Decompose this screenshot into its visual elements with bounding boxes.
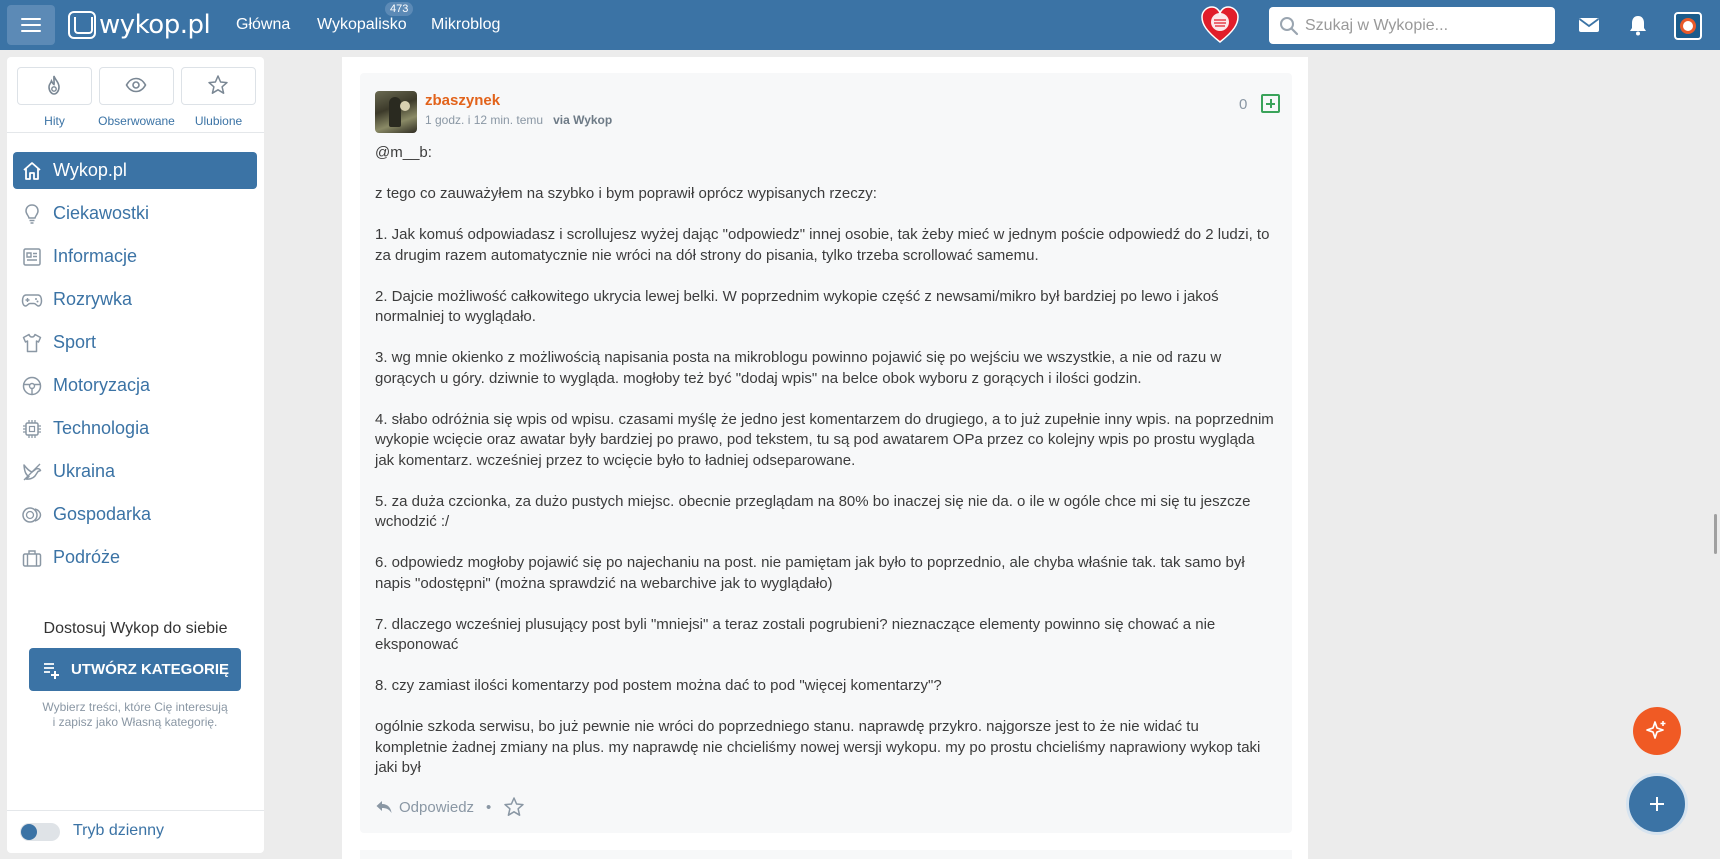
add-post-button[interactable]	[1626, 773, 1688, 835]
post-body	[375, 143, 1275, 799]
sidebar	[7, 57, 264, 853]
sidebar-item-ukraina[interactable]	[13, 453, 257, 490]
logo-text: wykop.pl	[99, 10, 211, 40]
quick-tab-label: Hity	[44, 114, 65, 128]
post-paragraph: 5. za duża czcionka, za dużo pustych miejsc. obecnie przeglądam na 80% bo inaczej się nie da. o ile w ogóle chce mi się tu jeszcze wchodzić :/	[375, 492, 1251, 530]
post-meta	[425, 113, 612, 127]
logo-icon	[68, 11, 96, 39]
create-category-button[interactable]	[29, 648, 241, 691]
sidebar-item-label: Sport	[53, 332, 97, 352]
author-name[interactable]: zbaszynek	[425, 92, 501, 109]
nav-wykopalisko[interactable]: Wykopalisko	[317, 16, 407, 33]
scrollbar-thumb[interactable]	[1714, 514, 1717, 554]
bell-icon[interactable]	[1626, 13, 1650, 37]
post-time[interactable]: 1 godz. i 12 min. temu	[425, 113, 544, 127]
day-mode-label: Tryb dzienny	[73, 822, 164, 839]
sidebar-divider	[7, 132, 264, 133]
eye-icon	[125, 74, 147, 96]
suitcase-icon	[21, 547, 43, 569]
sidebar-item-label: Ciekawostki	[53, 203, 150, 223]
create-category-label: UTWÓRZ KATEGORIĘ	[70, 661, 230, 678]
next-post-preview	[360, 850, 1292, 859]
sidebar-divider	[7, 810, 264, 811]
search-input[interactable]	[1305, 7, 1545, 44]
wykopalisko-count-badge: 473	[385, 2, 413, 16]
shirt-icon	[21, 332, 43, 354]
sidebar-item-label: Gospodarka	[53, 504, 152, 524]
main-column	[342, 57, 1308, 859]
sidebar-item-label: Rozrywka	[53, 289, 133, 309]
nav-mikroblog[interactable]: Mikroblog	[431, 16, 501, 33]
sidebar-item-gospodarka[interactable]	[13, 496, 257, 533]
post-paragraph: 7. dlaczego wcześniej plusujący post byli "mniejsi" a teraz zostali pogrubieni? nieznaczące elementy powinno się chować a nie eksponować	[375, 615, 1216, 653]
quick-tab-obserwowane[interactable]	[99, 67, 174, 132]
promo-title: Dostosuj Wykop do siebie	[43, 620, 228, 637]
microblog-comment	[360, 73, 1292, 833]
ai-sparkle-button[interactable]	[1633, 707, 1681, 755]
search-box[interactable]	[1269, 7, 1555, 44]
heart-charity-icon[interactable]	[1200, 6, 1240, 44]
post-via[interactable]: via Wykop	[553, 113, 613, 127]
post-paragraph: @m__b:	[375, 144, 432, 161]
post-paragraph: ogólnie szkoda serwisu, bo już pewnie nie wróci do poprzedniego stanu. naprawdę przykro. najgorsze jest to że nie widać tu kompletnie żadnej zmiany na plus. my naprawdę nie chcieliśmy nowej wersji wykopu. my po prostu chcieliśmy naprawiony wykop taki jaki był	[375, 718, 1261, 776]
upvote-button[interactable]	[1261, 94, 1280, 113]
gamepad-icon	[21, 289, 43, 311]
sparkle-icon	[1645, 719, 1669, 743]
post-actions	[375, 796, 525, 818]
sidebar-item-label: Technologia	[53, 418, 150, 438]
search-icon	[1279, 16, 1299, 36]
avatar-ring	[1680, 18, 1696, 34]
menu-button[interactable]	[7, 5, 55, 45]
promo-description	[27, 700, 243, 730]
day-mode-toggle[interactable]	[20, 823, 60, 841]
newspaper-icon	[21, 246, 43, 268]
menu-icon-line	[21, 30, 41, 32]
sidebar-item-wykop[interactable]	[13, 152, 257, 189]
sidebar-item-label: Informacje	[53, 246, 138, 266]
sidebar-item-podroze[interactable]	[13, 539, 257, 576]
post-paragraph: 1. Jak komuś odpowiadasz i scrollujesz wyżej dając "odpowiedz" innej osobie, tak żeby mieć w jednym poście odpowiedź do 2 ludzi, to za drugim razem automatycznie nie wróci na dół strony do pisania, tylko trzeba scrollować samemu.	[375, 226, 1270, 264]
sidebar-item-label: Podróże	[53, 547, 121, 567]
sidebar-item-motoryzacja[interactable]	[13, 367, 257, 404]
steering-wheel-icon	[21, 375, 43, 397]
home-icon	[21, 160, 43, 182]
reply-icon[interactable]	[375, 799, 393, 815]
user-avatar[interactable]	[1674, 12, 1702, 40]
sidebar-item-label: Motoryzacja	[53, 375, 151, 395]
sidebar-item-ciekawostki[interactable]	[13, 195, 257, 232]
mail-icon[interactable]	[1577, 13, 1601, 37]
chip-icon	[21, 418, 43, 440]
quick-tabs	[17, 67, 256, 132]
reply-button[interactable]: Odpowiedz	[399, 798, 475, 816]
post-paragraph: 6. odpowiedz mogłoby pojawić się po najechaniu na post. nie pamiętam jak było to poprzednio, ale chyba właśnie tak. tak samo był napis "odostępni" (można sprawdzić na webarchive jak to wyglądało)	[375, 554, 1245, 592]
star-icon	[207, 74, 229, 96]
promo-desc-line: Wybierz treści, które Cię interesują	[42, 700, 228, 714]
nav-glowna[interactable]: Główna	[236, 16, 291, 33]
promo-desc-line: i zapisz jako Własną kategorię.	[52, 715, 218, 729]
author-avatar[interactable]	[375, 91, 417, 133]
sidebar-item-sport[interactable]	[13, 324, 257, 361]
flame-icon	[43, 74, 65, 96]
quick-tab-hity[interactable]	[17, 67, 92, 132]
coins-icon	[21, 504, 43, 526]
top-bar	[0, 0, 1720, 50]
toggle-knob	[21, 824, 37, 840]
menu-icon-line	[21, 18, 41, 20]
quick-tab-ulubione[interactable]	[181, 67, 256, 132]
sidebar-item-technologia[interactable]	[13, 410, 257, 447]
post-paragraph: 4. słabo odróżnia się wpis od wpisu. czasami myślę że jedno jest komentarzem do drugiego, a to już zupełnie inny wpis. na poprzednim wykopie wcięcie oraz awatar były bardziej po prawo, pod tekstem, tu są pod awatarem OPa przez co kolejny wpis po prostu wygląda jak komentarz. wcześniej przez to wcięcie było to ładniej odseparowane.	[375, 410, 1274, 469]
quick-tab-label: Obserwowane	[98, 114, 175, 128]
post-paragraph: 8. czy zamiast ilości komentarzy pod postem można dać to pod "więcej komentarzy"?	[375, 677, 942, 694]
post-paragraph: 3. wg mnie okienko z możliwością napisania posta na mikroblogu powinno pojawić się po wejściu we wszystkie, a nie od razu w gorących u góry. dziwnie to wygląda. mogłoby też być "dodaj wpis" na belce obok wyboru z gorących i ilości godzin.	[375, 349, 1222, 387]
create-category-icon	[41, 660, 61, 680]
action-separator: •	[486, 798, 492, 816]
sidebar-item-label: Ukraina	[53, 461, 116, 481]
sidebar-item-label: Wykop.pl	[53, 160, 127, 180]
menu-icon-line	[21, 24, 41, 26]
post-paragraph: 2. Dajcie możliwość całkowitego ukrycia lewej belki. W poprzednim wykopie część z newsami/mikro był bardziej po lewo i jakoś normalniej to wyglądało.	[375, 287, 1219, 325]
post-paragraph: z tego co zauważyłem na szybko i bym poprawił oprócz wypisanych rzeczy:	[375, 185, 877, 202]
quick-tab-label: Ulubione	[194, 114, 243, 128]
vote-count: 0	[1239, 96, 1248, 113]
favorite-star-icon[interactable]	[503, 796, 525, 818]
wykop-logo[interactable]	[68, 11, 210, 39]
sidebar-item-rozrywka[interactable]	[13, 281, 257, 318]
sidebar-item-informacje[interactable]	[13, 238, 257, 275]
dove-icon	[21, 461, 43, 483]
lightbulb-icon	[21, 203, 43, 225]
